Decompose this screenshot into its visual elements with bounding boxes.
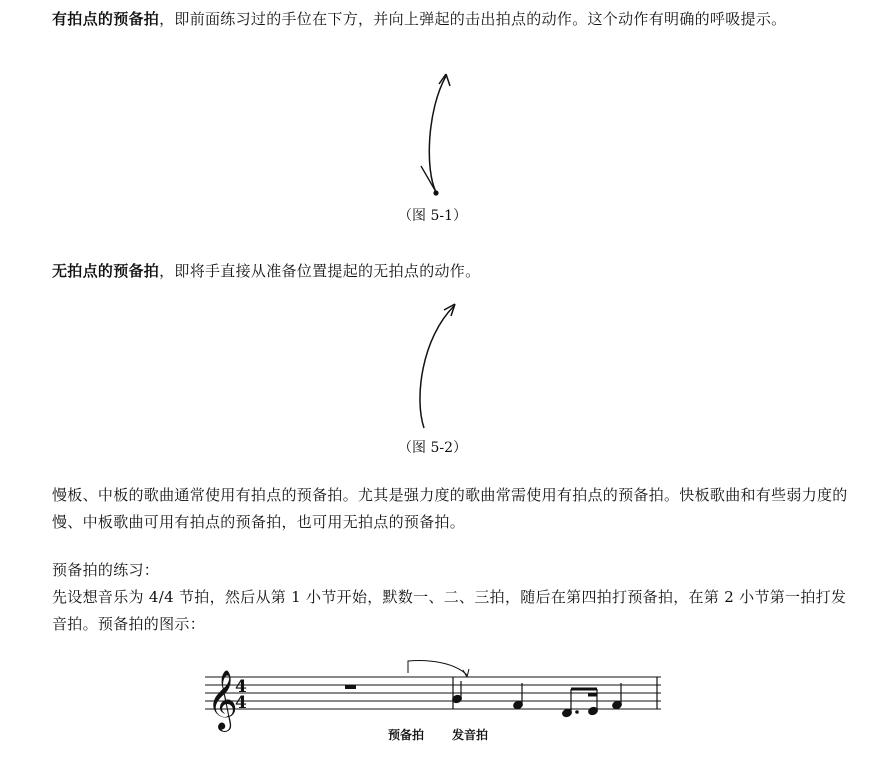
figure-5-2-arrow (410, 298, 465, 433)
paragraph-without-beat-prep (52, 258, 852, 285)
time-sig-bottom: 4 (235, 693, 247, 713)
paragraph-with-beat-prep (52, 6, 852, 33)
music-staff (205, 655, 675, 730)
label-prep-beat: 预备拍 (388, 728, 425, 742)
text-with-beat: ，即前面练习过的手位在下方，并向上弹起的击出拍点的动作。这个动作有明确的呼吸提示。 (159, 10, 787, 28)
paragraph-usage: 慢板、中板的歌曲通常使用有拍点的预备拍。尤其是强力度的歌曲常需使用有拍点的预备拍。快板歌曲和有些弱力度的慢、中板歌曲可用有拍点的预备拍，也可用无拍点的预备拍。 (52, 486, 848, 531)
label-attack-beat: 发音拍 (452, 728, 489, 742)
figure-5-2-caption: （图 5-2） (398, 440, 467, 456)
prep-arc (408, 661, 467, 675)
exercise-heading: 预备拍的练习： (52, 561, 160, 579)
exercise-text: 先设想音乐为 4/4 节拍，然后从第 1 小节开始，默数一、二、三拍，随后在第四拍打预备拍，在第 2 小节第一拍打发音拍。预备拍的图示： (52, 588, 847, 633)
term-with-beat: 有拍点的预备拍 (52, 10, 160, 28)
time-sig-top: 4 (235, 677, 247, 697)
figure-5-1-arrow (415, 70, 465, 200)
whole-rest (345, 685, 356, 689)
treble-clef-icon: 𝄞 (207, 670, 238, 730)
text-without-beat: ，即将手直接从准备位置提起的无拍点的动作。 (159, 262, 481, 280)
term-without-beat: 无拍点的预备拍 (52, 262, 160, 280)
figure-5-1-caption: （图 5-1） (398, 208, 467, 224)
